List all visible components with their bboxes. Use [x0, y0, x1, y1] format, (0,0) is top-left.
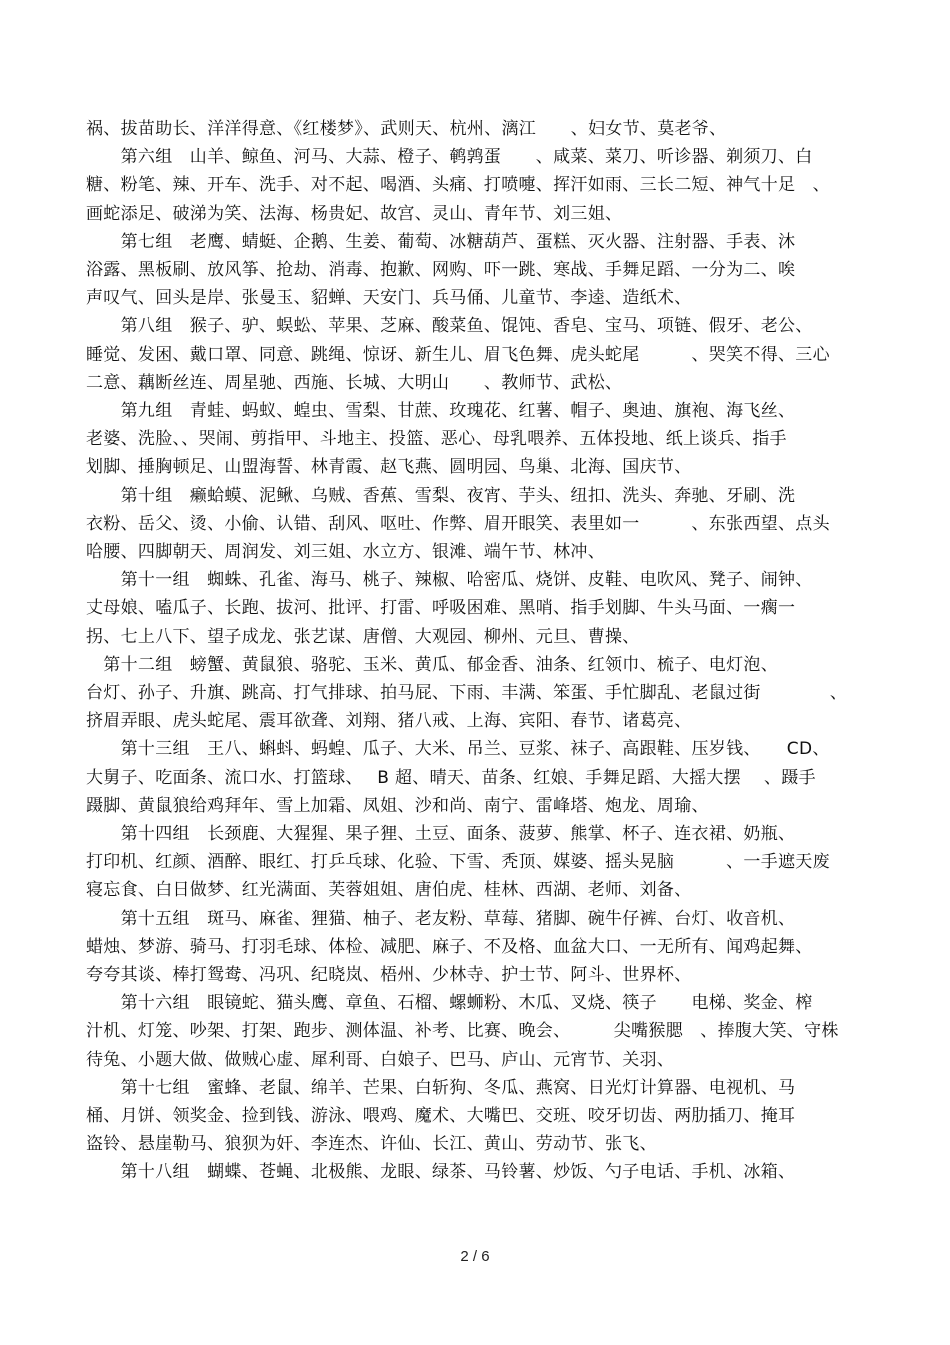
text-line: 挤眉弄眼、虎头蛇尾、震耳欲聋、刘翔、猪八戒、上海、宾阳、春节、诸葛亮、 [86, 711, 692, 732]
text-line: 声叹气、回头是岸、张曼玉、貂蝉、天安门、兵马俑、儿童节、李逵、造纸术、 [86, 288, 692, 309]
text-line: 待兔、小题大做、做贼心虚、犀利哥、白娘子、巴马、庐山、元宵节、关羽、 [86, 1049, 675, 1070]
text-line: 蜡烛、梦游、骑马、打羽毛球、体检、减肥、麻子、不及格、血盆大口、一无所有、闻鸡起舞、 [86, 936, 813, 957]
text-line: 划脚、捶胸顿足、山盟海誓、林青霞、赵飞燕、圆明园、鸟巢、北海、国庆节、 [86, 457, 692, 478]
text-line: 盗铃、悬崖勒马、狼狈为奸、李连杰、许仙、长江、黄山、劳动节、张飞、 [86, 1134, 657, 1155]
text-line: 衣粉、岳父、烫、小偷、认错、刮风、呕吐、作弊、眉开眼笑、表里如一 、东张西望、点头 [86, 513, 830, 534]
text-line: 第十四组 长颈鹿、大猩猩、果子狸、土豆、面条、菠萝、熊掌、杯子、连衣裙、奶瓶、 [86, 824, 796, 844]
text-line: 第十三组 王八、蝌蚪、蚂蝗、瓜子、大米、吊兰、豆浆、袜子、高跟鞋、压岁钱、 CD、 [86, 739, 830, 760]
text-line: 第十五组 斑马、麻雀、狸猫、柚子、老友粉、草莓、猪脚、碗牛仔裤、台灯、收音机、 [86, 908, 796, 929]
page-number: 2 / 6 [460, 1248, 490, 1265]
text-line: 老婆、洗脸、、哭闹、剪指甲、斗地主、投篮、恶心、母乳喂养、五体投地、纸上谈兵、指手 [86, 429, 787, 450]
text-line: 汁机、灯笼、吵架、打架、跑步、测体温、补考、比赛、晚会、 尖嘴猴腮 、捧腹大笑、守株 [86, 1021, 839, 1042]
text-line: 台灯、孙子、升旗、跳高、打气排球、拍马屁、下雨、丰满、笨蛋、手忙脚乱、老鼠过街 、 [86, 683, 848, 703]
text-line: 第十组 癞蛤蟆、泥鳅、乌贼、香蕉、雪梨、夜宵、芋头、纽扣、洗头、奔驰、牙刷、洗 [86, 485, 796, 506]
text-line: 第九组 青蛙、蚂蚁、蝗虫、雪梨、甘蔗、玫瑰花、红薯、帽子、奥迪、旗袍、海飞丝、 [86, 401, 796, 421]
text-line: 浴露、黑板刷、放风筝、抢劫、消毒、抱歉、网购、吓一跳、寒战、手舞足蹈、一分为二、唉 [86, 260, 796, 280]
text-line: 第十八组 蝴蝶、苍蝇、北极熊、龙眼、绿茶、马铃薯、炒饭、勺子电话、手机、冰箱、 [86, 1162, 796, 1183]
text-line: 第八组 猴子、驴、蜈蚣、苹果、芝麻、酸菜鱼、馄饨、香皂、宝马、项链、假牙、老公、 [86, 316, 813, 337]
text-line: 第七组 老鹰、蜻蜓、企鹅、生姜、葡萄、冰糖葫芦、蛋糕、灭火器、注射器、手表、沐 [86, 231, 796, 252]
text-line: 哈腰、四脚朝天、周润发、刘三姐、水立方、银滩、端午节、林冲、 [86, 542, 605, 562]
text-line: 第十七组 蜜蜂、老鼠、绵羊、芒果、白斩狗、冬瓜、燕窝、日光灯计算器、电视机、马 [86, 1077, 796, 1098]
text-line: 打印机、红颜、酒醉、眼红、打乒乓球、化验、下雪、秃顶、媒婆、摇头晃脑 、一手遮天废 [86, 852, 830, 873]
text-line: 祸、拔苗助长、洋洋得意、《红楼梦》、武则天、杭州、漓江 、妇女节、莫老爷、 [86, 119, 727, 139]
text-line: 拐、七上八下、望子成龙、张艺谋、唐僧、大观园、柳州、元旦、曹操、 [86, 626, 640, 647]
text-line: 丈母娘、嗑瓜子、长跑、拔河、批评、打雷、呼吸困难、黑哨、指手划脚、牛头马面、一瘸一 [86, 598, 796, 619]
text-line: 蹑脚、黄鼠狼给鸡拜年、雪上加霜、凤姐、沙和尚、南宁、雷峰塔、炮龙、周瑜、 [86, 795, 709, 816]
text-line: 第十六组 眼镜蛇、猫头鹰、章鱼、石榴、螺蛳粉、木瓜、叉烧、筷子 电梯、奖金、榨 [86, 993, 813, 1014]
text-line: 二意、藕断丝连、周星驰、西施、长城、大明山 、教师节、武松、 [86, 372, 623, 393]
text-line: 第十一组 蜘蛛、孔雀、海马、桃子、辣椒、哈密瓜、烧饼、皮鞋、电吹风、凳子、闹钟、 [86, 570, 813, 591]
text-line: 寝忘食、白日做梦、红光满面、芙蓉姐姐、唐伯虎、桂林、西湖、老师、刘备、 [86, 880, 692, 901]
text-line: 桶、月饼、领奖金、捡到钱、游泳、喂鸡、魔术、大嘴巴、交班、咬牙切齿、两肋插刀、掩耳 [86, 1106, 796, 1126]
text-line: 夸夸其谈、棒打鸳鸯、冯巩、纪晓岚、梧州、少林寺、护士节、阿斗、世界杯、 [86, 965, 692, 985]
text-line: 大舅子、吃面条、流口水、打篮球、 B 超、晴天、苗条、红娘、手舞足蹈、大摇大摆 、蹑手 [86, 767, 816, 788]
text-line: 第十二组 螃蟹、黄鼠狼、骆驼、玉米、黄瓜、郁金香、油条、红领巾、梳子、电灯泡、 [86, 654, 778, 675]
text-line: 睡觉、发困、戴口罩、同意、跳绳、惊讶、新生儿、眉飞色舞、虎头蛇尾 、哭笑不得、三心 [86, 344, 830, 365]
text-line: 第六组 山羊、鲸鱼、河马、大蒜、橙子、鹌鹑蛋 、咸菜、菜刀、听诊器、剃须刀、白 [86, 147, 813, 168]
text-line: 画蛇添足、破涕为笑、法海、杨贵妃、故宫、灵山、青年节、刘三姐、 [86, 203, 623, 224]
text-line: 糖、粉笔、辣、开车、洗手、对不起、喝酒、头痛、打喷嚏、挥汗如雨、三长二短、神气十足 、 [86, 175, 830, 196]
